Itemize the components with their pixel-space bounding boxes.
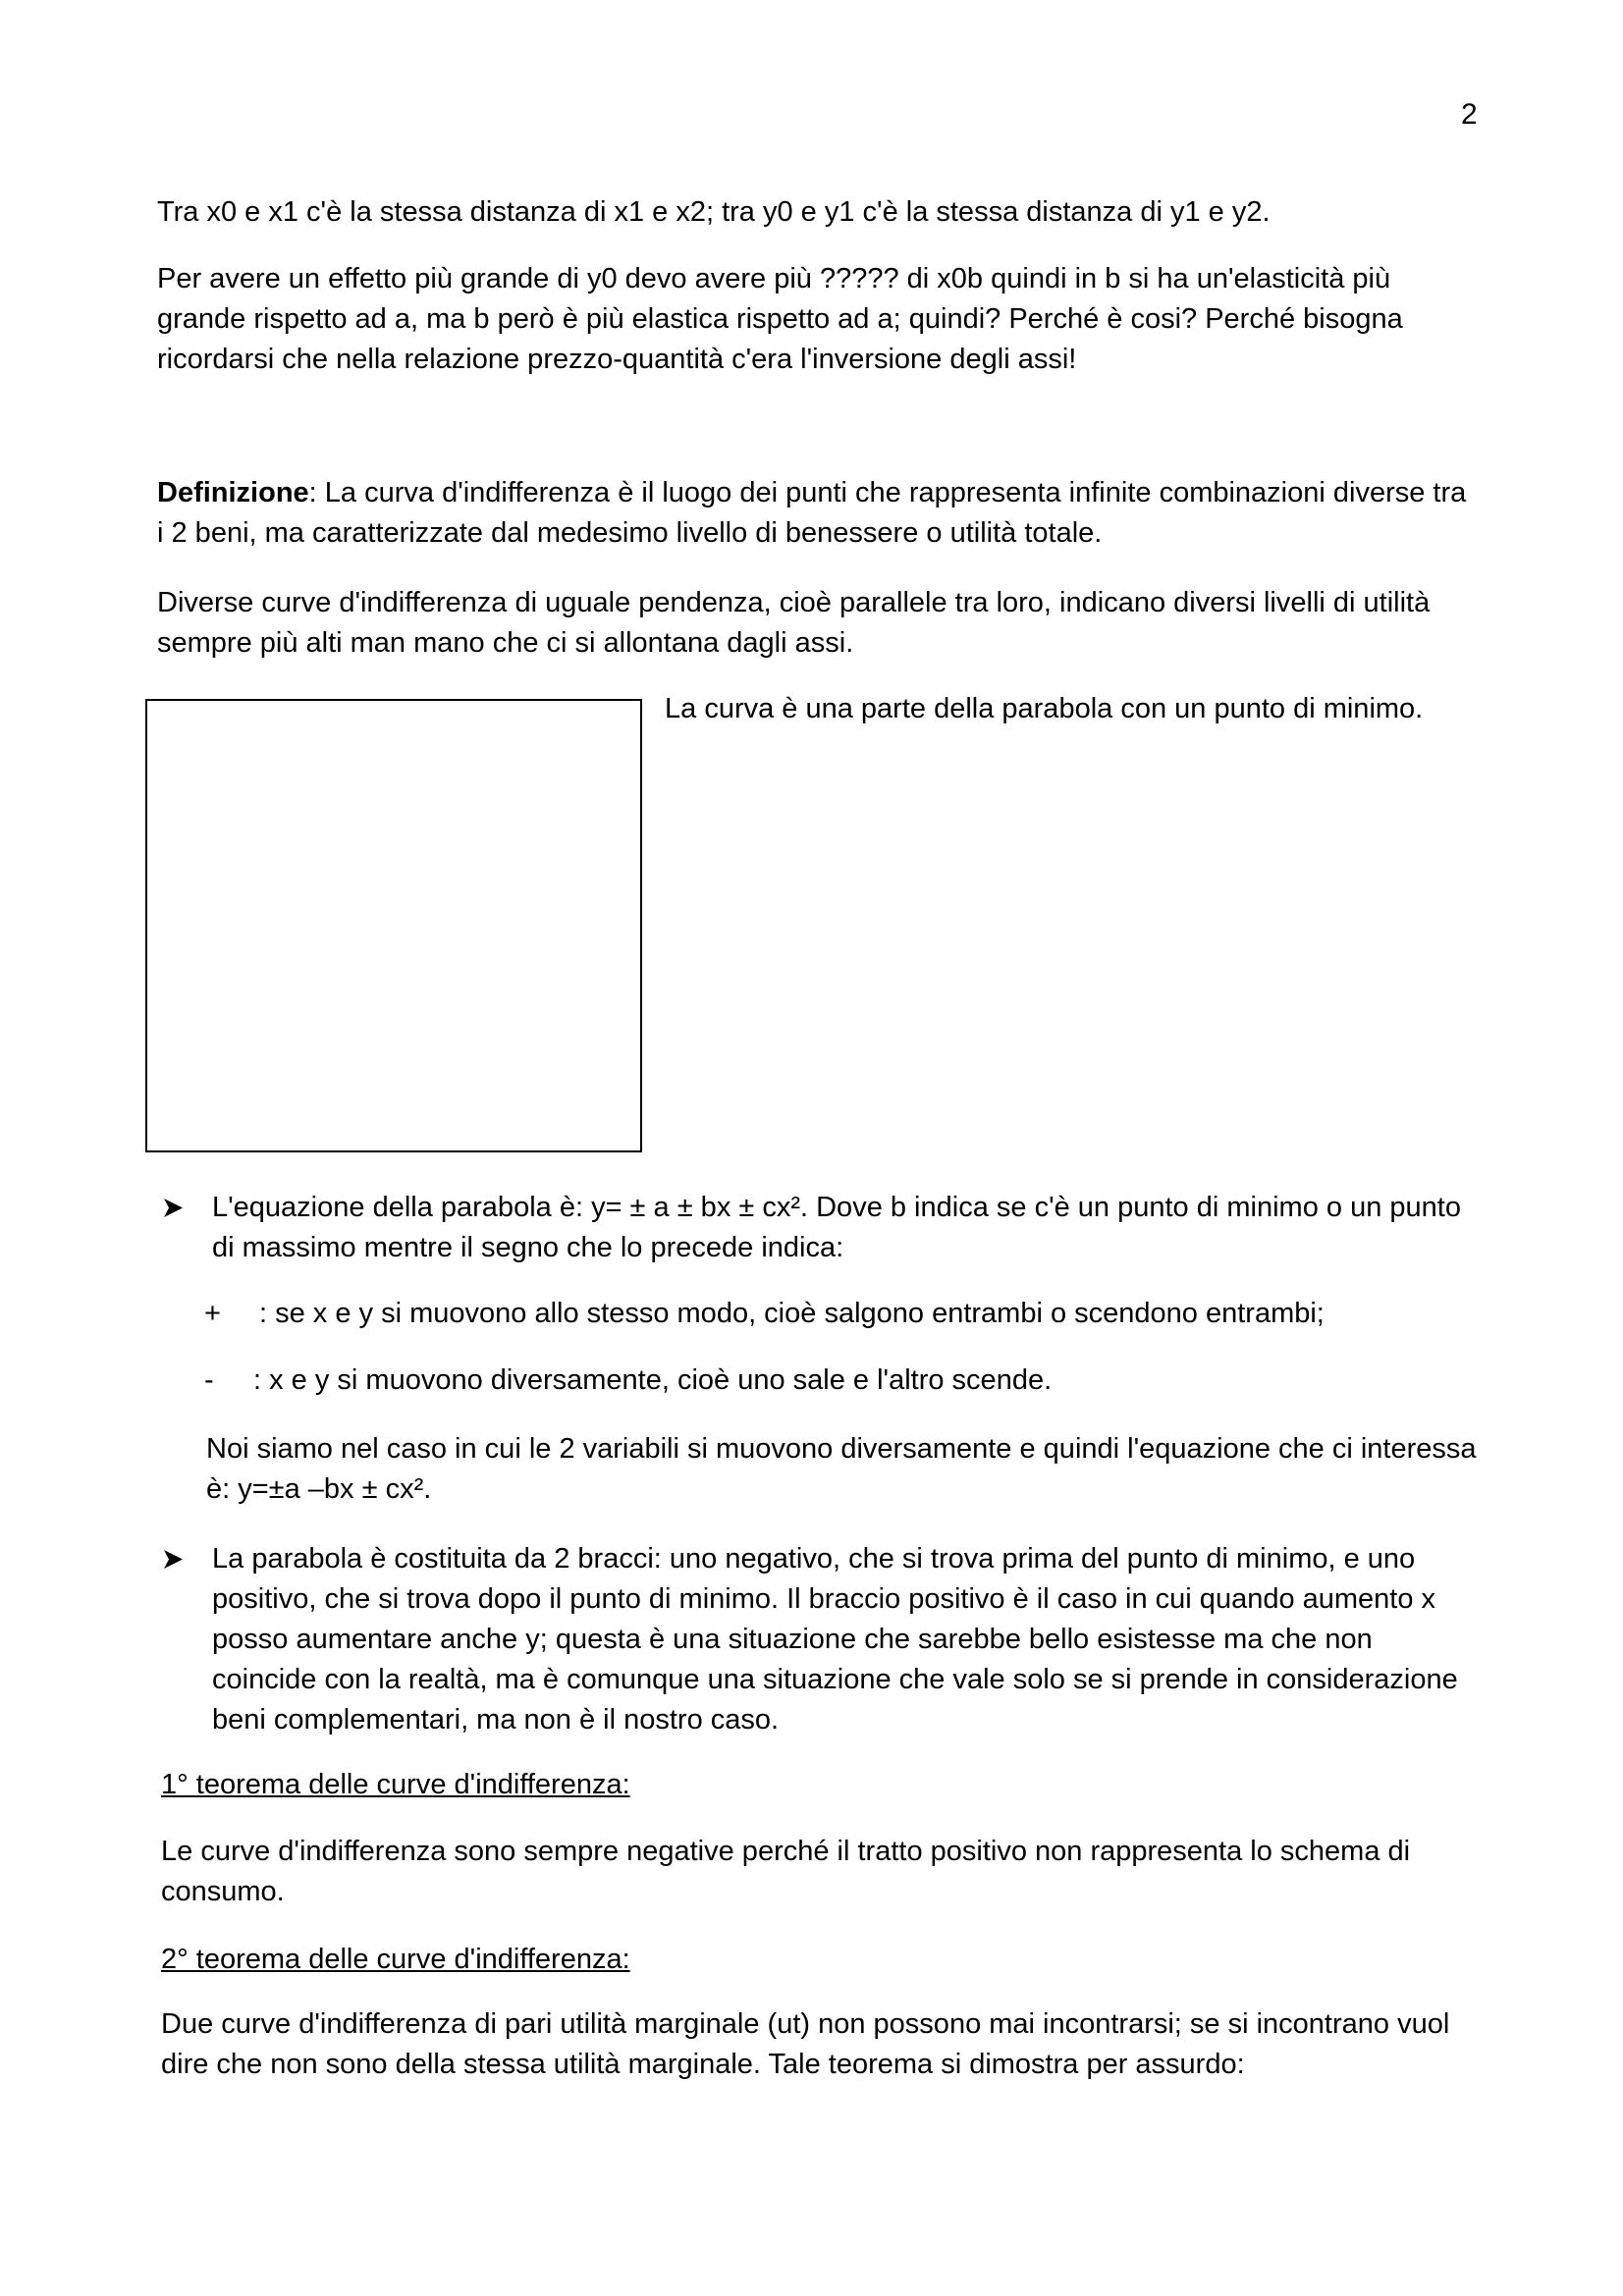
theorem-1-title: 1° teorema delle curve d'indifferenza: (161, 1769, 630, 1800)
paragraph-definition (157, 473, 1478, 554)
minus-sign: - (204, 1364, 214, 1396)
sub-item-plus (204, 1294, 1325, 1334)
bullet-text: La parabola è costituita da 2 bracci: uno negativo, che si trova prima del punto di minimo, e uno positivo, che si trova dopo il punto di minimo. Il braccio positivo è il caso in cui quando aumento x posso aumentare anche y; questa è una situazione che sarebbe bello esistesse ma che non coincide con la realtà, ma è comunque una situazione che vale solo se si prende in considerazione beni complementari, ma non è il nostro caso. (212, 1543, 1458, 1735)
sub-item-minus (204, 1361, 1052, 1401)
definition-text: : La curva d'indifferenza è il luogo dei punti che rappresenta infinite combinazioni diverse tra i 2 beni, ma caratterizzate dal medesimo livello di benessere o utilità totale. (157, 477, 1467, 549)
arrow-bullet-icon (161, 1539, 187, 1579)
plus-sign: + (204, 1298, 221, 1329)
list-item-parabola-equation (161, 1188, 1482, 1268)
paragraph-parallel-curves: Diverse curve d'indifferenza di uguale pendenza, cioè parallele tra loro, indicano diversi livelli di utilità sempre più alti man mano che ci si allontana dagli assi. (157, 587, 1431, 659)
page-number: 2 (1461, 98, 1478, 131)
theorem-2-title: 2° teorema delle curve d'indifferenza: (161, 1944, 630, 1975)
figure-placeholder (145, 699, 642, 1152)
paragraph-elasticity: Per avere un effetto più grande di y0 devo avere più ????? di x0b quindi in b si ha un'elasticità più grande rispetto ad a, ma b però è più elastica rispetto ad a; quindi? Perché è cosi? Perché bisogna ricordarsi che nella relazione prezzo-quantità c'era l'inversione degli assi! (157, 263, 1403, 375)
theorem-2-text: Due curve d'indifferenza di pari utilità marginale (ut) non possono mai incontrarsi; se si incontrano vuol dire che non sono della stessa utilità marginale. Tale teorema si dimostra per assurdo: (161, 2008, 1450, 2080)
bullet-text: L'equazione della parabola è: y= ± a ± bx ± cx². Dove b indica se c'è un punto di minimo o un punto di massimo mentre il segno che lo precede indica: (212, 1192, 1461, 1263)
arrow-bullet-icon (161, 1188, 187, 1228)
paragraph-distances: Tra x0 e x1 c'è la stessa distanza di x1 e x2; tra y0 e y1 c'è la stessa distanza di y1 e y2. (157, 196, 1271, 228)
definition-label: Definizione (157, 477, 309, 508)
figure-caption: La curva è una parte della parabola con un punto di minimo. (665, 693, 1424, 724)
paragraph-our-case: Noi siamo nel caso in cui le 2 variabili si muovono diversamente e quindi l'equazione che ci interessa è: y=±a –bx ± cx². (206, 1433, 1477, 1505)
list-item-parabola-arms (161, 1539, 1482, 1740)
sub-item-minus-text: : x e y si muovono diversamente, cioè uno sale e l'altro scende. (253, 1364, 1053, 1396)
sub-item-plus-text: : se x e y si muovono allo stesso modo, cioè salgono entrambi o scendono entrambi; (259, 1298, 1325, 1329)
theorem-1-text: Le curve d'indifferenza sono sempre negative perché il tratto positivo non rappresenta lo schema di consumo. (161, 1836, 1411, 1907)
